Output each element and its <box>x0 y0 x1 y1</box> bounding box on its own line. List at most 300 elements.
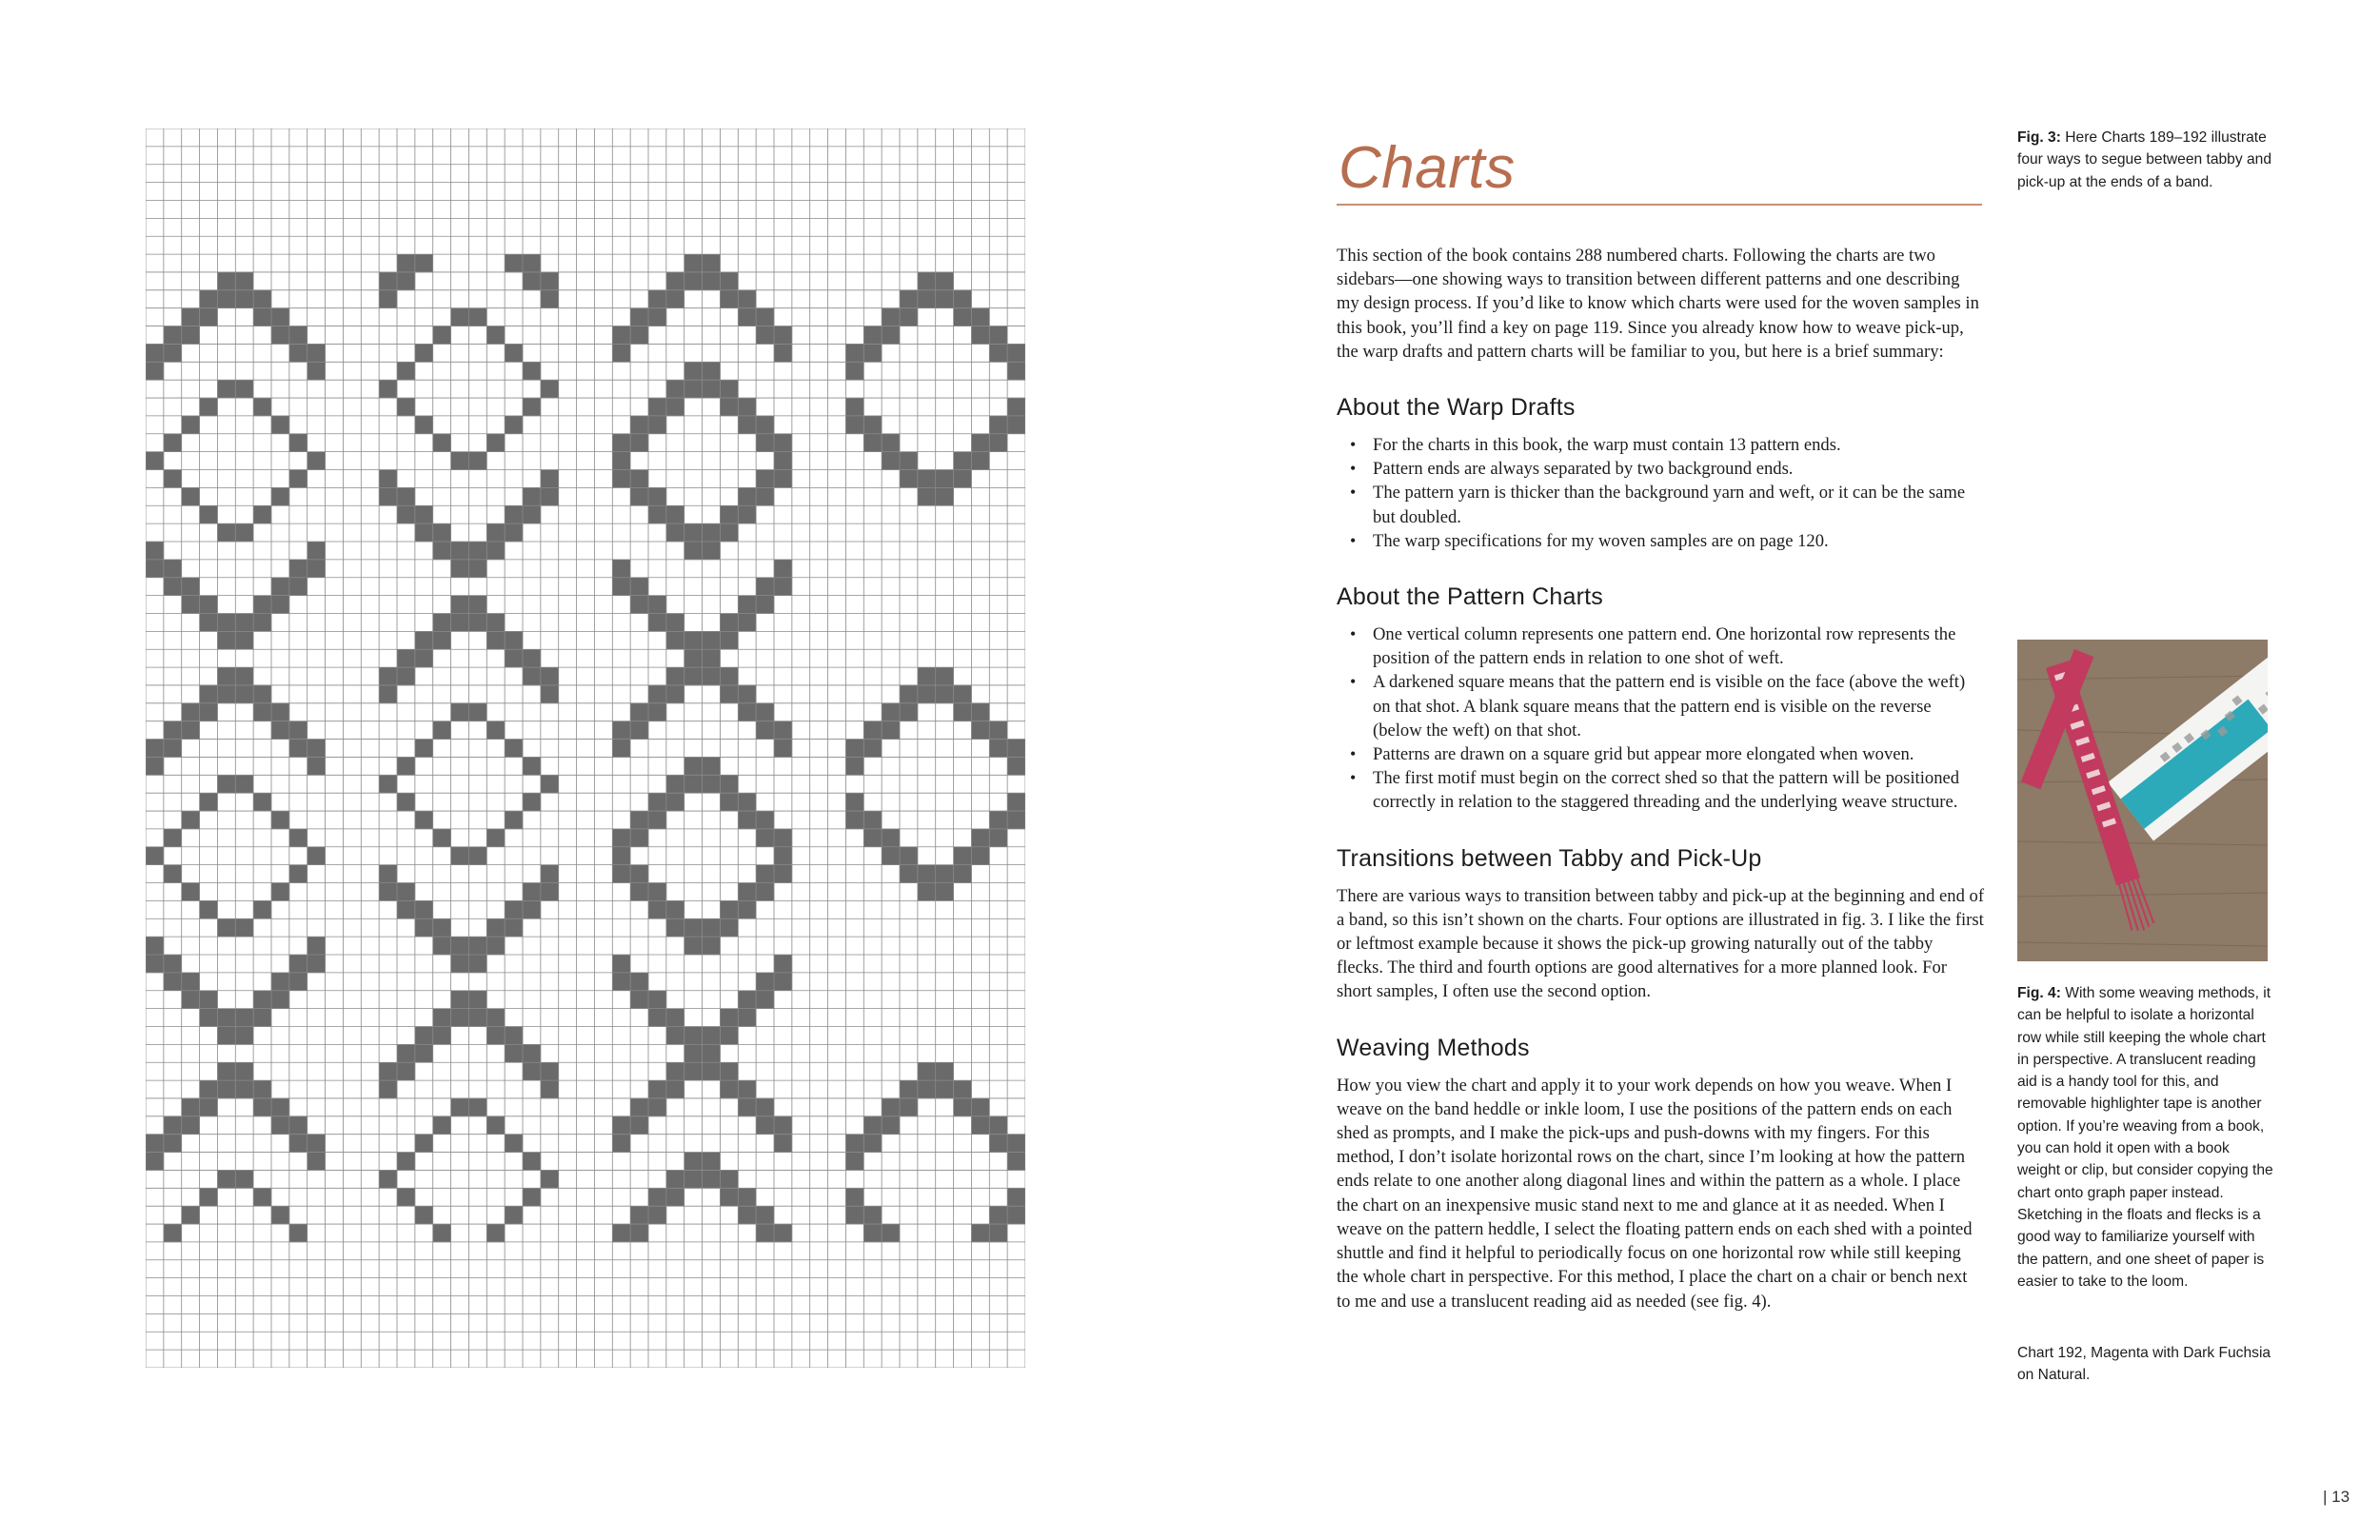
chart-cell-filled <box>684 1062 703 1080</box>
chart-cell-filled <box>989 1206 1007 1224</box>
chart-cell-filled <box>684 1170 703 1188</box>
chart-cell-filled <box>612 326 630 345</box>
chart-cell-filled <box>235 1009 253 1027</box>
chart-cell-filled <box>720 631 738 649</box>
chart-cell-filled <box>289 955 307 973</box>
chart-cell-filled <box>433 326 451 345</box>
chart-cell-filled <box>217 1170 235 1188</box>
chart-cell-filled <box>451 542 469 560</box>
chart-cell-filled <box>164 829 182 847</box>
chart-cell-filled <box>217 685 235 703</box>
chart-cell-filled <box>271 596 289 614</box>
chart-cell-filled <box>863 344 882 362</box>
chart-cell-filled <box>164 1116 182 1135</box>
chart-cell-filled <box>648 398 666 416</box>
chart-cell-filled <box>738 416 756 434</box>
chart-cell-filled <box>523 667 541 685</box>
chart-cell-filled <box>433 542 451 560</box>
chart-cell-filled <box>182 703 200 721</box>
chart-cell-filled <box>200 1009 218 1027</box>
chart-cell-filled <box>612 973 630 991</box>
chart-cell-filled <box>217 631 235 649</box>
chart-cell-filled <box>182 1116 200 1135</box>
warp-drafts-list <box>1337 433 1984 553</box>
chart-cell-filled <box>756 596 774 614</box>
chart-cell-filled <box>271 991 289 1009</box>
chart-cell-filled <box>989 811 1007 829</box>
chart-cell-filled <box>541 487 559 505</box>
fig4-caption <box>2017 982 2274 1293</box>
chart-cell-filled <box>146 955 164 973</box>
chart-cell-filled <box>666 613 684 631</box>
chart-cell-filled <box>253 991 271 1009</box>
chart-cell-filled <box>523 883 541 901</box>
chart-cell-filled <box>863 721 882 740</box>
chart-cell-filled <box>720 1188 738 1206</box>
chart-cell-filled <box>451 308 469 326</box>
fig4-text: With some weaving methods, it can be helpful to isolate a horizontal row while still keeping the whole chart in perspective. A translucent reading aid is a handy tool for this, and removable highlighter tape is another option. If you’re weaving from a book, you can hold it open with a book weight or clip, but consider copying the chart onto graph paper instead. Sketching in the floats and flecks is a good way to familiarize yourself with the pattern, and one sheet of paper is easier to take to the loom. <box>2017 985 2273 1290</box>
chart-cell-filled <box>505 811 523 829</box>
chart-cell-filled <box>307 937 326 955</box>
chart-cell-filled <box>468 308 486 326</box>
chart-cell-filled <box>217 667 235 685</box>
chart-cell-filled <box>217 1026 235 1044</box>
chart-cell-filled <box>541 470 559 488</box>
chart-cell-filled <box>433 613 451 631</box>
chart-cell-filled <box>738 290 756 308</box>
chart-cell-filled <box>774 1116 792 1135</box>
chart-cell-filled <box>415 811 433 829</box>
chart-cell-filled <box>900 308 918 326</box>
chart-cell-filled <box>415 1044 433 1062</box>
chart-cell-filled <box>989 829 1007 847</box>
chart-cell-filled <box>164 955 182 973</box>
chart-cell-filled <box>720 1062 738 1080</box>
chart-cell-filled <box>235 1062 253 1080</box>
chart-cell-filled <box>505 1026 523 1044</box>
chart-cell-filled <box>541 775 559 793</box>
chart-cell-filled <box>612 740 630 758</box>
chart-cell-filled <box>289 344 307 362</box>
chart-cell-filled <box>900 865 918 883</box>
fig4-label: Fig. 4: <box>2017 985 2061 1001</box>
chart-cell-filled <box>379 1170 397 1188</box>
chart-cell-filled <box>630 1098 648 1116</box>
chart-cell-filled <box>971 326 989 345</box>
chart-cell-filled <box>900 470 918 488</box>
chart-cell-filled <box>182 416 200 434</box>
chart-cell-filled <box>756 865 774 883</box>
chart-cell-filled <box>200 703 218 721</box>
chart-cell-filled <box>235 1080 253 1098</box>
chart-cell-filled <box>217 272 235 290</box>
chart-cell-filled <box>289 1224 307 1242</box>
chart-cell-filled <box>253 613 271 631</box>
chart-cell-filled <box>703 1062 721 1080</box>
chart-cell-filled <box>307 1153 326 1171</box>
chart-cell-filled <box>523 900 541 918</box>
chart-cell-filled <box>164 740 182 758</box>
chart-cell-filled <box>900 847 918 865</box>
chart-cell-filled <box>918 685 936 703</box>
chart-cell-filled <box>451 613 469 631</box>
chart-cell-filled <box>468 596 486 614</box>
chart-cell-filled <box>486 829 505 847</box>
chart-cell-filled <box>289 470 307 488</box>
chart-cell-filled <box>415 523 433 542</box>
chart-cell-filled <box>612 829 630 847</box>
chart-cell-filled <box>684 775 703 793</box>
chart-cell-filled <box>182 487 200 505</box>
chart-cell-filled <box>164 973 182 991</box>
chart-cell-filled <box>1007 757 1025 775</box>
chart-cell-filled <box>756 308 774 326</box>
chart-cell-filled <box>630 703 648 721</box>
chart-cell-filled <box>523 398 541 416</box>
chart-cell-filled <box>720 775 738 793</box>
chart-cell-filled <box>666 1170 684 1188</box>
chart-cell-filled <box>451 452 469 470</box>
chart-cell-filled <box>684 649 703 667</box>
chart-cell-filled <box>684 757 703 775</box>
chart-cell-filled <box>648 290 666 308</box>
chart-cell-filled <box>648 416 666 434</box>
chart-cell-filled <box>217 380 235 398</box>
chart-cell-filled <box>666 272 684 290</box>
chart-cell-filled <box>720 1009 738 1027</box>
chart-cell-filled <box>1007 1188 1025 1206</box>
chart-cell-filled <box>468 937 486 955</box>
chart-cell-filled <box>379 775 397 793</box>
chart-cell-filled <box>703 380 721 398</box>
chart-cell-filled <box>882 326 900 345</box>
chart-cell-filled <box>954 703 972 721</box>
chart-cell-filled <box>720 918 738 937</box>
chart-cell-filled <box>505 631 523 649</box>
chart-cell-filled <box>182 811 200 829</box>
chart-cell-filled <box>738 900 756 918</box>
chart-cell-filled <box>684 667 703 685</box>
chart-cell-filled <box>523 1044 541 1062</box>
chart-cell-filled <box>433 1116 451 1135</box>
chart-cell-filled <box>863 1206 882 1224</box>
chart-cell-filled <box>648 883 666 901</box>
chart-cell-filled <box>756 487 774 505</box>
pattern-charts-list <box>1337 622 1984 815</box>
chart-cell-filled <box>863 1116 882 1135</box>
chart-cell-filled <box>720 380 738 398</box>
chart-cell-filled <box>217 1080 235 1098</box>
chart-cell-filled <box>845 1206 863 1224</box>
chart-cell-filled <box>989 721 1007 740</box>
chart-cell-filled <box>200 398 218 416</box>
chart-cell-filled <box>703 918 721 937</box>
chart-cell-filled <box>415 1135 433 1153</box>
chart-cell-filled <box>738 811 756 829</box>
chart-cell-filled <box>397 254 415 272</box>
chart-cell-filled <box>738 613 756 631</box>
chart-cell-filled <box>989 326 1007 345</box>
chart-cell-filled <box>882 434 900 452</box>
chart-cell-filled <box>433 829 451 847</box>
chart-cell-filled <box>648 1098 666 1116</box>
chart-cell-filled <box>307 542 326 560</box>
chart-cell-filled <box>182 578 200 596</box>
chart-cell-filled <box>486 434 505 452</box>
chart-cell-filled <box>182 721 200 740</box>
chart-cell-filled <box>666 1009 684 1027</box>
chart-cell-filled <box>451 596 469 614</box>
chart-cell-filled <box>630 308 648 326</box>
chart-cell-filled <box>971 1116 989 1135</box>
chart-cell-filled <box>486 542 505 560</box>
chart-cell-filled <box>253 398 271 416</box>
chart-cell-filled <box>397 793 415 811</box>
chart-cell-filled <box>200 290 218 308</box>
chart-cell-filled <box>971 308 989 326</box>
chart-cell-filled <box>415 649 433 667</box>
chart-cell-filled <box>505 649 523 667</box>
chart-cell-filled <box>612 865 630 883</box>
chart-cell-filled <box>200 1188 218 1206</box>
intro-paragraph: This section of the book contains 288 numbered charts. Following the charts are two sidebars—one showing ways to transition between different patterns and one describing my design process. If you’d like to know which charts were used for the woven samples in this book, you’ll find a key on page 119. Since you already know how to weave pick-up, the warp drafts and pattern charts will be familiar to you, but here is a brief summary: <box>1337 246 1979 362</box>
chart-cell-filled <box>1007 793 1025 811</box>
chart-cell-filled <box>738 505 756 523</box>
chart-cell-filled <box>289 1116 307 1135</box>
chart-cell-filled <box>774 344 792 362</box>
chart-cell-filled <box>703 631 721 649</box>
chart-cell-filled <box>468 847 486 865</box>
chart-cell-filled <box>971 829 989 847</box>
chart-cell-filled <box>415 254 433 272</box>
chart-cell-filled <box>612 578 630 596</box>
chart-cell-filled <box>1007 811 1025 829</box>
heading-transitions: Transitions between Tabby and Pick-Up <box>1337 844 1762 872</box>
chart-cell-filled <box>882 1224 900 1242</box>
chart-cell-filled <box>200 991 218 1009</box>
chart-cell-filled <box>379 487 397 505</box>
chart-cell-filled <box>954 470 972 488</box>
chart-cell-filled <box>756 703 774 721</box>
fig3-label: Fig. 3: <box>2017 129 2061 146</box>
chart-cell-filled <box>235 631 253 649</box>
chart-cell-filled <box>468 1098 486 1116</box>
chart-cell-filled <box>863 326 882 345</box>
chart-cell-filled <box>397 487 415 505</box>
chart-cell-filled <box>936 1062 954 1080</box>
chart-cell-filled <box>523 362 541 380</box>
chart-cell-filled <box>289 865 307 883</box>
chart-cell-filled <box>541 667 559 685</box>
chart-cell-filled <box>415 505 433 523</box>
chart-cell-filled <box>541 1062 559 1080</box>
chart-cell-filled <box>918 290 936 308</box>
chart-cell-filled <box>1007 362 1025 380</box>
chart-cell-filled <box>253 1009 271 1027</box>
chart-cell-filled <box>146 740 164 758</box>
chart-cell-filled <box>415 918 433 937</box>
list-item: • The first motif must begin on the correct shed so that the pattern will be positioned correctly in relation to the staggered threading and the underlying weave structure. <box>1373 766 1984 814</box>
chart-cell-filled <box>630 865 648 883</box>
chart-cell-filled <box>648 793 666 811</box>
chart-cell-filled <box>774 865 792 883</box>
chart-cell-filled <box>164 560 182 578</box>
chart-cell-filled <box>379 883 397 901</box>
chart-cell-filled <box>612 344 630 362</box>
chart-cell-filled <box>756 829 774 847</box>
chart-cell-filled <box>918 865 936 883</box>
chart-cell-filled <box>703 1153 721 1171</box>
chart-cell-filled <box>235 272 253 290</box>
chart-cell-filled <box>433 1224 451 1242</box>
chart-cell-filled <box>271 1098 289 1116</box>
chart-cell-filled <box>684 631 703 649</box>
chart-cell-filled <box>379 865 397 883</box>
chart-cell-filled <box>648 613 666 631</box>
chart-cell-filled <box>146 1153 164 1171</box>
chart-cell-filled <box>756 1224 774 1242</box>
chart-cell-filled <box>918 1062 936 1080</box>
chart-cell-filled <box>1007 1135 1025 1153</box>
chart-cell-filled <box>720 613 738 631</box>
chart-cell-filled <box>845 1135 863 1153</box>
chart-cell-filled <box>756 1098 774 1116</box>
chart-cell-filled <box>666 900 684 918</box>
chart-cell-filled <box>845 740 863 758</box>
chart-cell-filled <box>684 254 703 272</box>
chart-cell-filled <box>738 308 756 326</box>
chart-cell-filled <box>703 1044 721 1062</box>
chart-cell-filled <box>200 900 218 918</box>
chart-cell-filled <box>720 900 738 918</box>
chart-cell-filled <box>845 1188 863 1206</box>
chart-cell-filled <box>989 434 1007 452</box>
chart-cell-filled <box>630 487 648 505</box>
chart-cell-filled <box>505 1044 523 1062</box>
chart-cell-filled <box>523 1153 541 1171</box>
chart-cell-filled <box>307 560 326 578</box>
chart-cell-filled <box>756 1116 774 1135</box>
chart-cell-filled <box>738 1080 756 1098</box>
chart-cell-filled <box>971 721 989 740</box>
chart-cell-filled <box>217 613 235 631</box>
chart-cell-filled <box>164 470 182 488</box>
chart-cell-filled <box>379 667 397 685</box>
chart-cell-filled <box>1007 416 1025 434</box>
chart-cell-filled <box>918 883 936 901</box>
chart-cell-filled <box>397 900 415 918</box>
chart-cell-filled <box>756 721 774 740</box>
chart-cell-filled <box>271 721 289 740</box>
list-item: • The pattern yarn is thicker than the background yarn and weft, or it can be the same but doubled. <box>1373 481 1984 528</box>
chart-cell-filled <box>217 918 235 937</box>
chart-cell-filled <box>468 452 486 470</box>
chart-cell-filled <box>666 1080 684 1098</box>
chart-cell-filled <box>863 829 882 847</box>
chart-cell-filled <box>307 847 326 865</box>
chart-cell-filled <box>468 703 486 721</box>
chart-cell-filled <box>774 1135 792 1153</box>
chart-cell-filled <box>936 883 954 901</box>
chart-cell-filled <box>738 1188 756 1206</box>
chart-cell-filled <box>703 523 721 542</box>
page-title: Charts <box>1339 135 1516 201</box>
chart-cell-filled <box>505 740 523 758</box>
chart-cell-filled <box>703 775 721 793</box>
right-page-text <box>1337 124 1984 1313</box>
chart-cell-filled <box>684 1026 703 1044</box>
chart-cell-filled <box>307 1135 326 1153</box>
chart-cell-filled <box>182 1098 200 1116</box>
chart-cell-filled <box>235 1026 253 1044</box>
chart-cell-filled <box>271 703 289 721</box>
chart-cell-filled <box>971 1224 989 1242</box>
chart-cell-filled <box>630 596 648 614</box>
chart-cell-filled <box>774 955 792 973</box>
chart-cell-filled <box>468 560 486 578</box>
chart-cell-filled <box>397 505 415 523</box>
chart-cell-filled <box>845 416 863 434</box>
chart-cell-filled <box>684 272 703 290</box>
chart-cell-filled <box>433 523 451 542</box>
chart-cell-filled <box>164 326 182 345</box>
chart-cell-filled <box>648 1206 666 1224</box>
chart-cell-filled <box>217 1009 235 1027</box>
chart-cell-filled <box>271 416 289 434</box>
chart-cell-filled <box>630 721 648 740</box>
chart-cell-filled <box>541 380 559 398</box>
chart-cell-filled <box>774 1224 792 1242</box>
chart-cell-filled <box>989 344 1007 362</box>
chart-cell-filled <box>307 452 326 470</box>
chart-cell-filled <box>845 344 863 362</box>
chart-cell-filled <box>253 1098 271 1116</box>
chart-cell-filled <box>738 1098 756 1116</box>
chart-cell-filled <box>882 721 900 740</box>
chart-cell-filled <box>468 991 486 1009</box>
fig4-photo <box>2017 640 2268 961</box>
chart-cell-filled <box>666 775 684 793</box>
chart-cell-filled <box>505 505 523 523</box>
chart-cell-filled <box>523 793 541 811</box>
list-item: • A darkened square means that the pattern end is visible on the face (above the weft) on that shot. A blank square means that the pattern end is visible on the reverse (below the weft) on that shot. <box>1373 670 1984 742</box>
chart-cell-filled <box>307 362 326 380</box>
chart-cell-filled <box>289 578 307 596</box>
chart-cell-filled <box>486 631 505 649</box>
chart-cell-filled <box>182 991 200 1009</box>
chart-cell-filled <box>936 290 954 308</box>
chart-cell-filled <box>703 362 721 380</box>
chart-cell-filled <box>235 523 253 542</box>
chart-cell-filled <box>703 254 721 272</box>
fig3-caption <box>2017 127 2274 193</box>
chart-cell-filled <box>756 811 774 829</box>
chart-cell-filled <box>541 1080 559 1098</box>
chart-cell-filled <box>289 973 307 991</box>
chart-cell-filled <box>774 560 792 578</box>
chart-cell-filled <box>936 487 954 505</box>
chart-cell-filled <box>954 847 972 865</box>
chart-cell-filled <box>505 523 523 542</box>
chart-cell-filled <box>289 326 307 345</box>
chart-cell-filled <box>703 649 721 667</box>
chart-cell-filled <box>738 1206 756 1224</box>
chart-cell-filled <box>182 973 200 991</box>
chart-cell-filled <box>486 918 505 937</box>
chart-cell-filled <box>182 326 200 345</box>
chart-cell-filled <box>523 272 541 290</box>
chart-cell-filled <box>1007 344 1025 362</box>
